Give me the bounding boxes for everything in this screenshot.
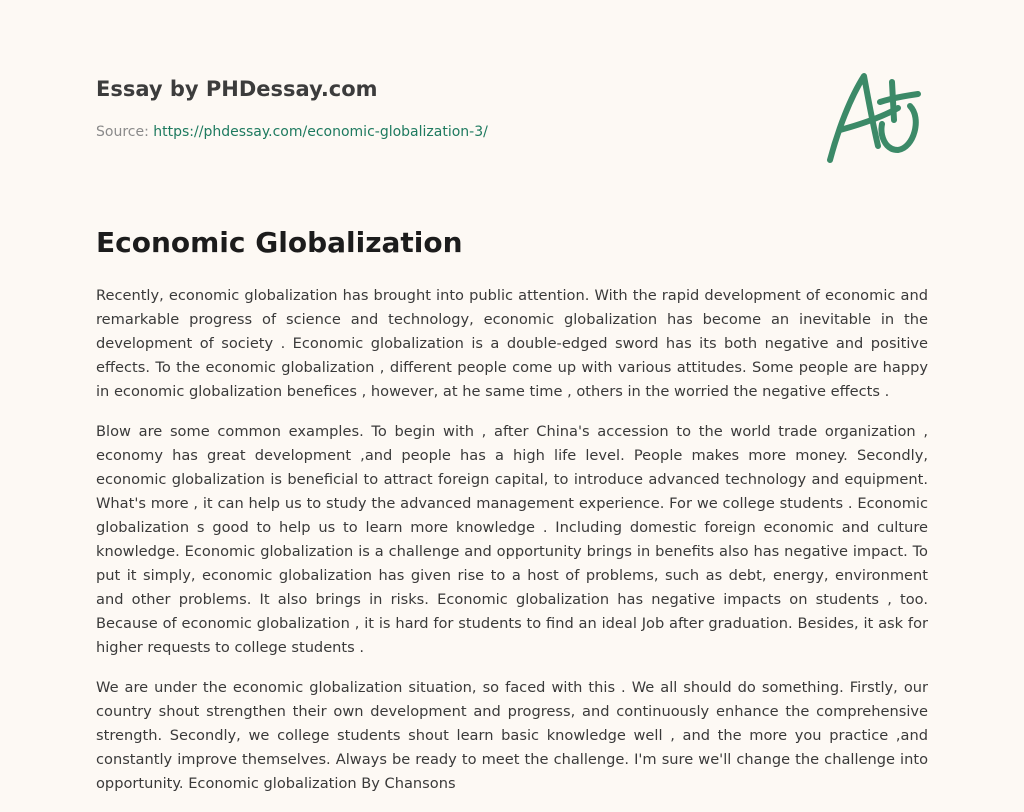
page-title: Economic Globalization xyxy=(96,226,463,259)
paragraph-1: Recently, economic globalization has brought into public attention. With the rapid development of economic and remarkable progress of science and technology, economic globalization has become an inevitable in the development of society . Economic globalization is a double-edged sword has its both negative and positive effects. To the economic globalization , different people come up with various attitudes. Some people are happy in economic globalization benefices , however, at he same time , others in the worried the negative effects . xyxy=(96,287,928,400)
paragraph-3: We are under the economic globalization situation, so faced with this . We all should do something. Firstly, our country shout strengthen their own development and progress, and continuously enhance the comprehensive strength. Secondly, we college students shout learn basic knowledge well , and the more you practice ,and constantly improve themselves. Always be ready to meet the challenge. I'm sure we'll change the challenge into opportunity. Economic globalization By Chansons xyxy=(96,679,928,792)
source-label: Source: xyxy=(96,124,149,140)
source-link[interactable]: https://phdessay.com/economic-globalization-3/ xyxy=(153,124,488,140)
paragraph-2: Blow are some common examples. To begin with , after China's accession to the world trade organization , economy has great development ,and people has a high life level. People makes more money. Secondly, economic globalization is beneficial to attract foreign capital, to introduce advanced technology and equipment. What's more , it can help us to study the advanced management experience. For we college students . Economic globalization s good to help us to learn more knowledge . Including domestic foreign economic and culture knowledge. Economic globalization is a challenge and opportunity brings in benefits also has negative impact. To put it simply, economic globalization has given rise to a host of problems, such as debt, energy, environment and other problems. It also brings in risks. Economic globalization has negative impacts on students , too. Because of economic globalization , it is hard for students to find an ideal Job after graduation. Besides, it ask for higher requests to college students . xyxy=(96,423,928,656)
source-line xyxy=(96,124,488,140)
brand-title: Essay by PHDessay.com xyxy=(96,77,378,101)
a-plus-logo-icon xyxy=(822,68,930,166)
essay-body xyxy=(96,284,928,812)
